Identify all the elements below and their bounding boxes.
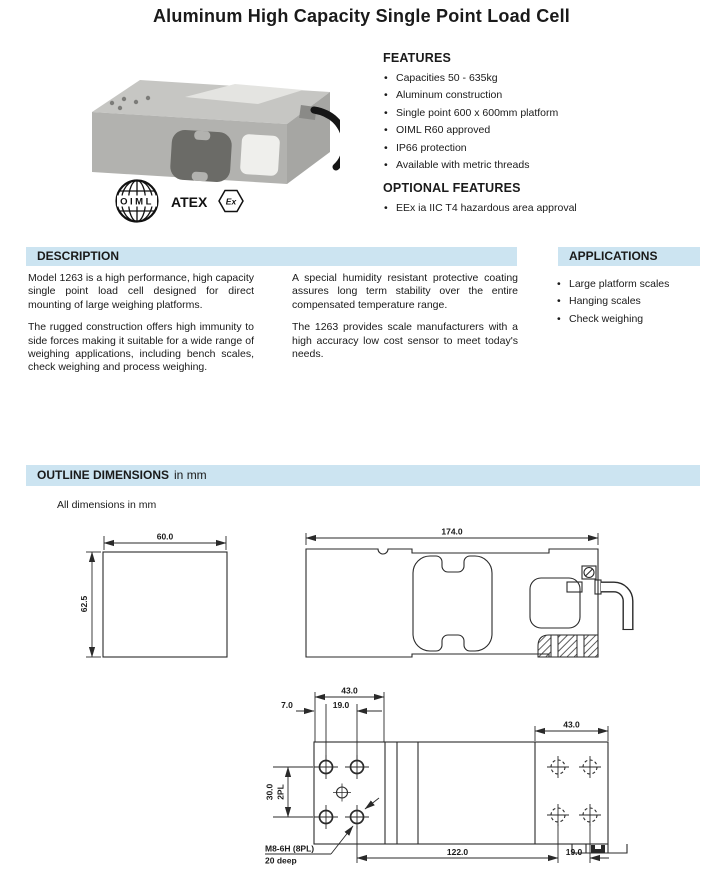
- dimensions-note: All dimensions in mm: [57, 499, 157, 511]
- list-item: • Hanging scales: [556, 293, 716, 310]
- atex-logo-icon: [171, 191, 243, 212]
- dim-row-pitch-places: 2PL: [275, 784, 286, 800]
- list-item: • IP66 protection: [383, 140, 713, 157]
- center-hole: [333, 784, 351, 802]
- binocular-cutout: [413, 556, 492, 651]
- hatched-section: [538, 635, 598, 657]
- optional-features-list: [383, 200, 713, 217]
- side-view-drawing: [306, 527, 634, 658]
- list-item: • Check weighing: [556, 311, 716, 328]
- top-view-drawing: [265, 686, 628, 866]
- outline-heading: OUTLINE DIMENSIONS: [37, 468, 170, 482]
- dim-left-block-width: 43.0: [341, 685, 358, 696]
- list-item: • Aluminum construction: [383, 87, 713, 104]
- applications-list: [556, 276, 716, 328]
- paragraph: The rugged construction offers high immunity to side forces making it suitable for a wide range of weighing applications, including bench scales, check weighing and process weighing.: [28, 321, 254, 374]
- applications-heading: APPLICATIONS: [569, 249, 658, 263]
- paragraph: Model 1263 is a high performance, high capacity single point load cell designed for direct mounting of large weighing platforms.: [28, 272, 254, 311]
- optional-features-heading: OPTIONAL FEATURES: [383, 181, 521, 196]
- dim-overall-length: 174.0: [441, 526, 463, 537]
- thread-spec-label: M8-6H (8PL): [265, 843, 315, 854]
- dim-right-hole-spacing: 19.0: [565, 847, 583, 857]
- outline-unit-note: in mm: [174, 468, 207, 482]
- front-view-drawing: [79, 532, 227, 658]
- page-title: Aluminum High Capacity Single Point Load Cell: [152, 6, 571, 26]
- features-heading: FEATURES: [383, 51, 452, 65]
- dim-hole-span: 122.0: [446, 847, 469, 857]
- list-item: • Available with metric threads: [383, 157, 713, 174]
- applications-section-bar: [558, 247, 700, 266]
- screw-icon: [582, 566, 596, 579]
- dim-hole-spacing: 19.0: [332, 700, 350, 710]
- load-cell-photo: [92, 80, 340, 184]
- product-photo: [75, 55, 340, 230]
- paragraph: The 1263 provides scale manufacturers with a high accuracy low cost sensor to meet today's needs.: [292, 321, 518, 361]
- paragraph: A special humidity resistant protective coating assures long term stability over the entire compensated temperature range.: [292, 272, 518, 311]
- dim-front-height: 62.5: [79, 595, 89, 613]
- features-list: [383, 70, 713, 174]
- list-item: • EEx ia IIC T4 hazardous area approval: [383, 200, 713, 217]
- features-section: [383, 51, 713, 225]
- oiml-logo-text: OIML: [120, 196, 154, 208]
- outline-drawings: [0, 520, 723, 876]
- cable-drawing: [601, 587, 634, 630]
- list-item: • Single point 600 x 600mm platform: [383, 105, 713, 122]
- dim-right-block-width: 43.0: [563, 719, 580, 730]
- description-section-bar: [26, 247, 517, 266]
- description-column-1: [28, 272, 254, 384]
- description-column-2: [292, 272, 518, 370]
- oiml-logo-icon: [117, 181, 158, 222]
- list-item: • Large platform scales: [556, 276, 716, 293]
- dim-front-width: 60.0: [156, 531, 174, 542]
- list-item: • OIML R60 approved: [383, 122, 713, 139]
- hidden-holes-right: [547, 756, 601, 826]
- dim-row-pitch: 30.0: [264, 783, 275, 801]
- atex-logo-text: ATEX: [171, 194, 208, 210]
- dim-edge-offset: 7.0: [281, 700, 293, 710]
- tapped-holes-left: [314, 755, 369, 829]
- thread-depth-label: 20 deep: [265, 855, 297, 866]
- list-item: • Capacities 50 - 635kg: [383, 70, 713, 87]
- ex-mark-text: Ex: [225, 196, 237, 207]
- description-heading: DESCRIPTION: [37, 249, 120, 263]
- outline-dimensions-section-bar: [26, 465, 700, 486]
